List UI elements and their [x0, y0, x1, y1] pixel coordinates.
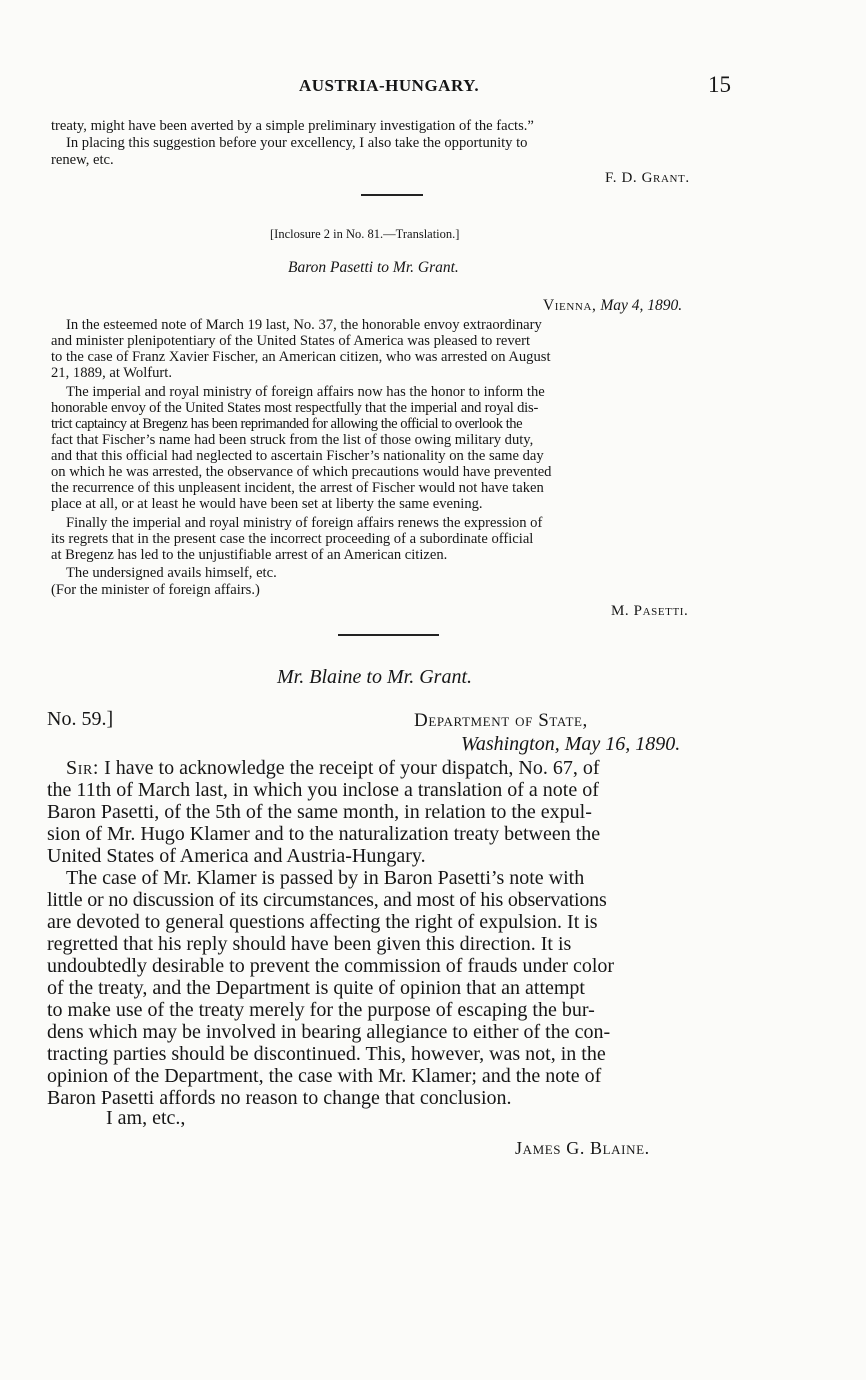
letter-line: little or no discussion of its circumstances, and most of his observations [47, 889, 607, 911]
letter-line: The case of Mr. Klamer is passed by in Baron Pasetti’s note with [66, 867, 585, 889]
letter-department: Department of State, [414, 710, 588, 731]
letter-signature: James G. Blaine. [515, 1138, 650, 1158]
letter-line: opinion of the Department, the case with Mr. Klamer; and the note of [47, 1065, 602, 1087]
page-number: 15 [708, 72, 731, 97]
inclosure-line: and minister plenipotentiary of the United States of America was pleased to revert [51, 333, 531, 349]
inclosure-line: and that this official had neglected to ascertain Fischer’s nationality on the same day [51, 448, 544, 464]
section-divider [338, 634, 439, 636]
letter-line: United States of America and Austria-Hungary. [47, 845, 426, 867]
inclosure-line: fact that Fischer’s name had been struck from the list of those owing military duty, [51, 432, 534, 448]
inclosure-line: its regrets that in the present case the incorrect proceeding of a subordinate official [51, 531, 534, 547]
letter-number: No. 59.] [47, 708, 114, 730]
letter-line: Baron Pasetti, of the 5th of the same month, in relation to the expul- [47, 801, 592, 823]
inclosure-line: The imperial and royal ministry of foreign affairs now has the honor to inform the [66, 384, 545, 400]
letter-line: undoubtedly desirable to prevent the commission of frauds under color [47, 955, 615, 977]
inclosure-line: place at all, or at least he would have been set at liberty the same evening. [51, 496, 483, 512]
inclosure-line: the recurrence of this unpleasent incident, the arrest of Fischer would not have taken [51, 480, 544, 496]
inclosure-dateline [543, 299, 682, 314]
letter-line-first [66, 758, 599, 778]
inclosure-line: trict captaincy at Bregenz has been reprimanded for allowing the official to overlook the [51, 416, 523, 432]
letter-line: tracting parties should be discontinued. This, however, was not, in the [47, 1043, 606, 1065]
letter-line: dens which may be involved in bearing allegiance to either of the con- [47, 1021, 611, 1043]
inclosure-line: (For the minister of foreign affairs.) [51, 582, 260, 598]
inclosure-line: on which he was arrested, the observance of which precautions would have prevented [51, 464, 552, 480]
letter-place-date: Washington, May 16, 1890. [461, 733, 681, 755]
inclosure-line: honorable envoy of the United States most respectfully that the imperial and royal dis- [51, 400, 539, 416]
letter-line: to make use of the treaty merely for the purpose of escaping the bur- [47, 999, 595, 1021]
inclosure-line: The undersigned avails himself, etc. [66, 565, 277, 581]
letter-line: Baron Pasetti affords no reason to change that conclusion. [47, 1087, 512, 1109]
inclosure-heading: Baron Pasetti to Mr. Grant. [288, 259, 459, 276]
inclosure-line: Finally the imperial and royal ministry of foreign affairs renews the expression of [66, 515, 543, 531]
letter-closing: I am, etc., [106, 1107, 186, 1129]
inclosure-line: at Bregenz has led to the unjustifiable arrest of an American citizen. [51, 547, 448, 563]
inclosure-line: to the case of Franz Xavier Fischer, an American citizen, who was arrested on August [51, 349, 551, 365]
letter-line: the 11th of March last, in which you inclose a translation of a note of [47, 779, 599, 801]
prev-letter-line: renew, etc. [51, 152, 114, 168]
inclosure-place: Vienna, [543, 297, 597, 314]
letter-heading: Mr. Blaine to Mr. Grant. [277, 666, 472, 688]
letter-line: regretted that his reply should have been given this direction. It is [47, 933, 572, 955]
inclosure-line: In the esteemed note of March 19 last, No. 37, the honorable envoy extraordinary [66, 317, 542, 333]
prev-letter-line: In placing this suggestion before your excellency, I also take the opportunity to [66, 135, 528, 151]
inclosure-line: 21, 1889, at Wolfurt. [51, 365, 172, 381]
inclosure-caption: [Inclosure 2 in No. 81.—Translation.] [270, 227, 460, 241]
letter-line: of the treaty, and the Department is quite of opinion that an attempt [47, 977, 585, 999]
section-divider [361, 194, 423, 196]
letter-line: sion of Mr. Hugo Klamer and to the naturalization treaty between the [47, 823, 601, 845]
inclosure-date: May 4, 1890. [600, 297, 683, 314]
letter-line: are devoted to general questions affecting the right of expulsion. It is [47, 911, 598, 933]
inclosure-signature: M. Pasetti. [611, 603, 689, 619]
letter-salutation: Sir: [66, 757, 100, 779]
running-title: AUSTRIA-HUNGARY. [299, 76, 480, 95]
prev-letter-signature: F. D. Grant. [605, 170, 690, 186]
letter-line: I have to acknowledge the receipt of your dispatch, No. 67, of [104, 757, 600, 779]
prev-letter-line: treaty, might have been averted by a simple preliminary investigation of the facts.” [51, 118, 534, 134]
